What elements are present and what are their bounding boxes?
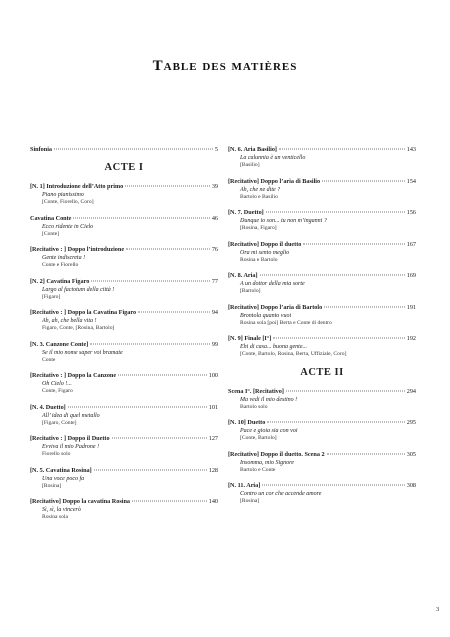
toc-entry-incipit: Ehi di casa... buona gente... [240, 344, 307, 350]
toc-entry-page: 167 [406, 240, 416, 248]
toc-entry-title: [N. 10] Duetto [228, 419, 266, 426]
toc-entry [30, 215, 218, 239]
toc-entry-characters: Fiorello solo [42, 451, 71, 457]
toc-entry-characters: [Figaro, Conte] [42, 419, 77, 426]
toc-entry-page: 46 [211, 214, 218, 222]
toc-entry-page: 154 [406, 177, 416, 185]
toc-entry-heading [228, 241, 416, 249]
toc-entry-characters: Rosina sola [42, 514, 68, 520]
toc-entry [30, 435, 218, 459]
toc-entry-title: [Recitativo] Doppo l’aria di Basilio [228, 177, 321, 185]
toc-entry-incipit: La calunnia è un venticello [240, 155, 306, 161]
dot-leader [303, 243, 404, 244]
toc-entry-page: 99 [211, 340, 218, 348]
toc-entry-title: [Recitativo : ] Doppo il Duetto [30, 435, 110, 442]
toc-entry-title: [Recitativo] Doppo l’aria di Bartolo [228, 303, 323, 311]
toc-entry-title: Cavatina Conte [30, 214, 72, 222]
toc-entry-characters: [Rosina, Figaro] [240, 225, 277, 231]
dot-leader [324, 306, 405, 307]
toc-entry [228, 335, 416, 359]
toc-entry-heading [228, 178, 416, 186]
dot-leader [125, 186, 210, 187]
toc-entry-title: [N. 3. Canzone Conte] [30, 340, 89, 348]
toc-entry-heading [30, 341, 218, 349]
toc-entry-heading [30, 372, 218, 380]
toc-entry-heading [30, 246, 218, 254]
toc-entry-page: 140 [208, 498, 218, 505]
toc-entry-heading [30, 309, 218, 317]
toc-entry-page: 192 [406, 335, 416, 342]
dot-leader [132, 501, 207, 502]
toc-entry-title: Scena I°. [Recitativo] [228, 387, 284, 395]
toc-entry-page: 5 [214, 146, 218, 153]
toc-entry [228, 209, 416, 233]
toc-entry-characters: Bartolo e Basilio [240, 193, 278, 200]
toc-entry-characters: Rosina sola [poi] Berta e Conte di dentro [240, 319, 332, 326]
toc-entry-heading [30, 435, 218, 443]
toc-entry-incipit: A un dottor della mia sorte [240, 281, 305, 287]
toc-entry-characters: Figaro, Conte, [Rosina, Bartolo] [42, 325, 115, 331]
toc-entry-characters: [Conte, Fiorello, Coro] [42, 199, 94, 205]
toc-entry [30, 146, 218, 154]
dot-leader [267, 422, 404, 423]
act-heading: ACTE I [104, 162, 144, 173]
dot-leader [273, 338, 404, 339]
toc-entry-incipit: Brontola quanto vuoi [240, 312, 292, 319]
dot-leader [90, 343, 210, 344]
page-number: 3 [436, 606, 440, 613]
toc-entry-page: 127 [208, 435, 218, 442]
toc-entry-incipit: Sì, sì, la vincerò [42, 507, 81, 513]
dot-leader [68, 406, 207, 407]
toc-entry-incipit: Ecco ridente in Cielo [42, 223, 94, 230]
toc-entry-incipit: Ora mi sento meglio [240, 249, 290, 256]
toc-entry-page: 191 [406, 303, 416, 311]
toc-entry-title: [N. 4. Duetto] [30, 403, 66, 411]
toc-entry-heading [228, 451, 416, 459]
toc-entry-incipit: Ah, che ne dite ? [240, 186, 281, 193]
toc-entry-title: [Recitativo : ] Doppo la Cavatina Figaro [30, 309, 137, 316]
toc-entry-characters: [Figaro] [42, 293, 61, 300]
toc-left-column [30, 146, 218, 530]
toc-entry-incipit: Insomma, mio Signore [240, 459, 294, 466]
toc-entry-incipit: Dunque io son... tu non m’inganni ? [240, 218, 327, 224]
toc-entry-incipit: Ma vedi il mio destino ! [240, 396, 298, 403]
toc-entry-title: [N. 9] Finale [I°] [228, 335, 272, 342]
toc-entry-heading [30, 467, 218, 475]
toc-entry [30, 183, 218, 207]
toc-entry-title: [Recitativo] Doppo il duetto. Scena 2 [228, 450, 325, 458]
toc-entry-heading [30, 498, 218, 506]
toc-entry-title: [N. 11. Aria] [228, 482, 261, 489]
toc-entry-incipit: Piano pianissimo [42, 192, 84, 198]
toc-entry-heading [30, 146, 218, 154]
toc-entry-heading [30, 215, 218, 223]
toc-entry-incipit: Se il mio nome saper voi bramate [42, 349, 123, 356]
toc-entry-characters: [Conte] [42, 230, 60, 237]
dot-leader [262, 485, 404, 486]
toc-entry [228, 451, 416, 475]
toc-entry-page: 94 [211, 309, 218, 316]
toc-entry-title: [N. 6. Aria Basilio] [228, 146, 277, 153]
toc-entry-heading [228, 209, 416, 217]
toc-entry-title: Sinfonia [30, 146, 53, 153]
toc-entry-incipit: Evviva il mio Padrone ! [42, 444, 100, 450]
toc-entry-heading [228, 482, 416, 490]
toc-entry-page: 100 [208, 372, 218, 379]
toc-entry-characters: Bartolo e Conte [240, 466, 276, 473]
toc-entry-title: [N. 5. Cavatina Rosina] [30, 466, 92, 474]
toc-entry-characters: [Basilio] [240, 162, 260, 168]
toc-entry [228, 419, 416, 443]
dot-leader [138, 312, 210, 313]
toc-entry-incipit: Largo al factotum della città ! [42, 286, 115, 293]
toc-entry-page: 305 [406, 450, 416, 458]
toc-entry-page: 101 [208, 403, 218, 411]
toc-entry-incipit: Contro un cor che accende amore [240, 491, 322, 497]
dot-leader [73, 217, 209, 218]
toc-entry-title: [Recitativo] Doppo il duetto [228, 240, 302, 248]
toc-entry [228, 272, 416, 296]
toc-entry-title: [N. 7. Duetto] [228, 209, 264, 216]
toc-entry-heading [30, 404, 218, 412]
toc-entry-heading [30, 183, 218, 191]
act-heading: ACTE II [300, 366, 344, 378]
dot-leader [91, 280, 209, 281]
toc-entry-heading [228, 419, 416, 427]
toc-entry-characters: Rosina e Bartolo [240, 256, 278, 263]
toc-entry-page: 128 [208, 466, 218, 474]
toc-entry-heading [30, 278, 218, 286]
toc-entry-heading [228, 335, 416, 343]
toc-entry-heading [228, 146, 416, 154]
toc-entry-incipit: Pace e gioia sia con voi [240, 428, 298, 434]
dot-leader [266, 212, 405, 213]
toc-entry [30, 278, 218, 302]
toc-entry-page: 169 [406, 272, 416, 279]
toc-entry-incipit: Ah, ah, che bella vita ! [42, 318, 97, 324]
toc-entry-page: 143 [406, 146, 416, 153]
toc-entry [228, 388, 416, 412]
dot-leader [112, 438, 207, 439]
toc-entry [30, 404, 218, 428]
dot-leader [286, 390, 405, 391]
toc-entry-page: 294 [406, 387, 416, 395]
toc-entry [228, 304, 416, 328]
toc-entry-characters: [Rosina] [240, 498, 260, 504]
dot-leader [279, 149, 405, 150]
toc-entry-heading [228, 272, 416, 280]
toc-entry-characters: [Conte, Bartolo] [240, 435, 277, 441]
toc-entry-characters: Conte [42, 356, 56, 363]
toc-entry-page: 77 [211, 277, 218, 285]
toc-right-column [228, 146, 416, 514]
toc-entry-title: [Recitativo : ] Doppo la Canzone [30, 372, 117, 379]
toc-entry-page: 308 [406, 482, 416, 489]
toc-entry-characters: Conte, Figaro [42, 388, 73, 394]
toc-entry [30, 372, 218, 396]
page-title: Table des matières [152, 58, 298, 74]
toc-entry [30, 498, 218, 522]
dot-leader [94, 469, 207, 470]
dot-leader [322, 180, 405, 181]
toc-entry-page: 39 [211, 183, 218, 190]
toc-entry-title: [Recitativo : ] Doppo l’introduzione [30, 246, 125, 253]
toc-entry-characters: [Bartolo] [240, 288, 261, 294]
toc-entry-title: [N. 2] Cavatina Figaro [30, 277, 90, 285]
toc-entry-heading [228, 388, 416, 396]
toc-entry-incipit: Una voce poco fa [42, 475, 85, 482]
toc-entry-page: 76 [211, 246, 218, 253]
toc-entry [30, 467, 218, 491]
toc-entry [228, 482, 416, 506]
toc-entry [228, 146, 416, 170]
toc-entry-incipit: Gente indiscreta ! [42, 255, 86, 261]
toc-entry-heading [228, 304, 416, 312]
toc-entry-title: [Recitativo] Doppo la cavatina Rosina [30, 498, 131, 505]
toc-entry-title: [N. 1] Introduzione dell’Atto primo [30, 183, 124, 190]
toc-entry-characters: [Conte, Bartolo, Rosina, Berta, Uffiziale, Coro] [240, 351, 347, 357]
toc-entry [30, 309, 218, 333]
toc-entry [228, 241, 416, 265]
toc-entry-incipit: Oh Cielo !... [42, 381, 72, 387]
toc-entry [30, 341, 218, 365]
toc-entry-page: 295 [406, 419, 416, 426]
dot-leader [118, 375, 207, 376]
toc-entry-title: [N. 8. Aria] [228, 272, 258, 279]
toc-entry-characters: Bartolo solo [240, 403, 268, 410]
toc-entry-incipit: All’ idea di quel metallo [42, 412, 100, 419]
dot-leader [54, 149, 213, 150]
toc-entry [228, 178, 416, 202]
toc-entry-page: 156 [406, 209, 416, 216]
toc-entry-characters: Conte e Fiorello [42, 262, 79, 268]
dot-leader [327, 453, 405, 454]
toc-entry [30, 246, 218, 270]
toc-entry-characters: [Rosina] [42, 482, 62, 489]
dot-leader [260, 275, 405, 276]
dot-leader [126, 249, 210, 250]
